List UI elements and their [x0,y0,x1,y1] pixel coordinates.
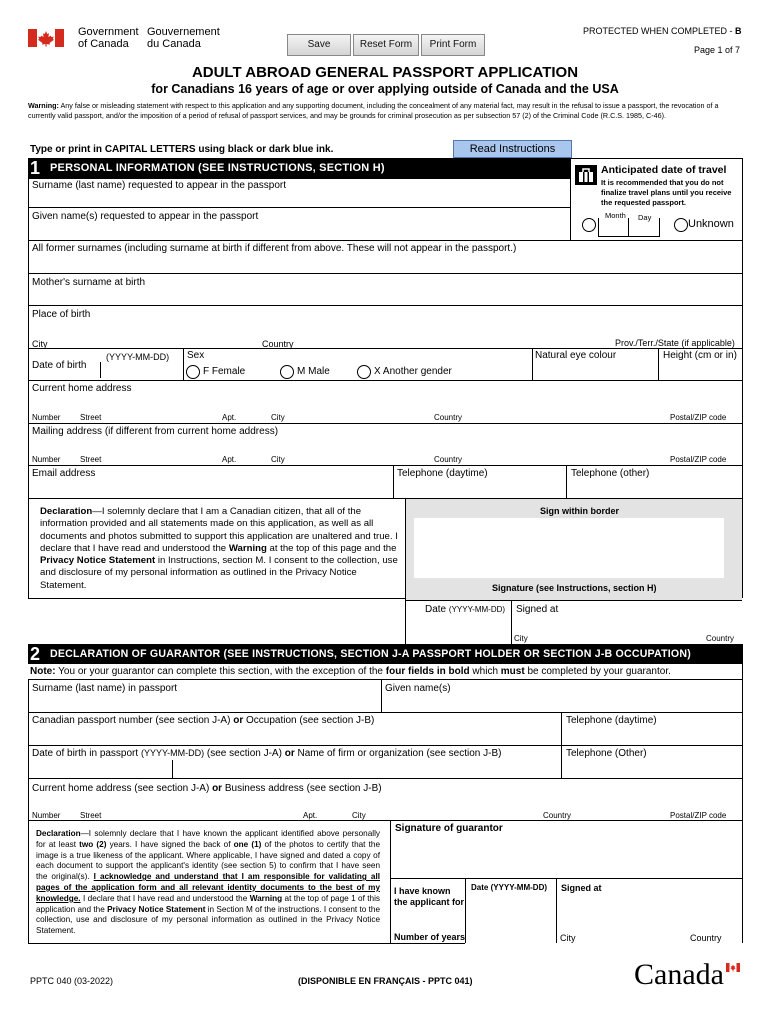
given-names-input[interactable] [30,224,568,238]
luggage-icon [575,165,597,185]
home-street-label: Street [80,413,102,422]
home-number-label: Number [32,413,61,422]
signed-country-label: Country [706,634,735,643]
sign-date-format: (YYYY-MM-DD) [448,605,506,614]
note-must: must [500,666,525,677]
sex-male-label: M Male [297,366,330,377]
mail-number-label: Number [32,455,61,464]
warning-paragraph [28,101,743,121]
g-decl-one: one (1) [233,839,262,849]
canada-wordmark-text: Canada [634,958,724,991]
guarantor-passport-label [32,715,374,726]
reset-form-button[interactable]: Reset Form [353,34,419,56]
signature-label: Signature (see Instructions, section H) [492,583,657,593]
note-text-3: be completed by your guarantor. [524,666,671,677]
number-of-years-label: Number of years [394,932,466,942]
decl-text-1: —I solemnly declare that I am a Canadian citizen, that all of the information provided and all statements made on this application, as well as all documents and photos submitted to support this application are unaltered and true. I declare that I have read and understood the [40,506,398,554]
sex-male-radio[interactable] [280,365,294,379]
surname-input[interactable] [30,192,568,206]
applicant-declaration [40,506,398,592]
g-city-label: City [352,811,366,820]
g-apt-label: Apt. [303,811,318,820]
protected-notice [583,26,742,36]
mother-surname-label: Mother's surname at birth [32,277,146,288]
g-street-label: Street [80,811,102,820]
pob-country-label: Country [262,339,294,349]
signed-at-label: Signed at [516,604,559,615]
gov-en-line1: Government [78,26,139,38]
place-of-birth-input[interactable] [30,322,740,336]
guarantor-signed-country: Country [690,933,722,943]
form-title: ADULT ABROAD GENERAL PASSPORT APPLICATION [191,64,579,81]
g-decl-resp: I acknowledge and understand that I am responsible for validating all pages of the application form and all relevant identity documents to the best of my knowledge. [36,872,380,903]
guarantor-signature-label: Signature of guarantor [395,823,503,834]
known-line1: I have known [394,886,451,896]
guarantor-given-label: Given name(s) [385,683,451,694]
guarantor-given-input[interactable] [384,696,740,710]
dob-fmt: (YYYY-MM-DD) [140,748,205,758]
travel-month-input[interactable] [598,218,629,237]
section-2-header [28,644,743,664]
mailing-address-input[interactable] [30,439,740,453]
decl-label: Declaration [40,506,93,517]
g-decl-6: in Section M of the instructions. I consent to the collection, use and disclosure of my personal information as outlined in the Privacy Notice Statement. [36,904,380,936]
read-instructions-button[interactable]: Read Instructions [453,140,572,158]
canada-flag-icon [28,29,64,47]
gov-fr-line2: du Canada [147,38,201,50]
surname-label: Surname (last name) requested to appear in the passport [32,180,287,191]
save-button[interactable]: Save [287,34,351,56]
telephone-daytime-label: Telephone (daytime) [397,468,488,479]
guarantor-address-input[interactable] [30,796,740,808]
decl-warning: Warning [228,542,267,554]
unknown-label: Unknown [688,218,734,230]
protected-level: B [735,26,742,36]
g-decl-1: —I solemnly declare that I have known the applicant identified above personally for at least [36,829,380,849]
mail-apt-label: Apt. [222,455,237,464]
former-surnames-label: All former surnames (including surname at birth if different from above. These will not appear in the passport.) [32,243,517,254]
addr-b: Business address (see section J-B) [222,783,382,794]
g-decl-warning: Warning [249,893,283,903]
home-apt-label: Apt. [222,413,237,422]
sex-x-label: X Another gender [374,366,452,377]
height-label: Height (cm or in) [663,350,737,361]
email-label: Email address [32,468,96,479]
passport-a: Canadian passport number (see section J-A) [32,715,234,726]
g-decl-5: at the top of page 1 of this application and the [36,893,380,914]
wordmark-flag-icon [726,963,740,972]
g-decl-2: years. I have signed the back of [106,839,234,849]
section-2-title: DECLARATION OF GUARANTOR (SEE INSTRUCTIONS, SECTION J-A PASSPORT HOLDER OR SECTION J-B OCCUPATION) [50,648,691,660]
mail-city-label: City [271,455,285,464]
protected-text: PROTECTED WHEN COMPLETED - [583,26,736,36]
travel-note: It is recommended that you do not finalize travel plans until you receive the requested passport. [601,178,732,207]
given-names-label: Given name(s) requested to appear in the passport [32,211,259,222]
gov-en-line2: of Canada [78,38,129,50]
g-number-label: Number [32,811,61,820]
pob-prov-label: Prov./Terr./State (if applicable) [615,338,735,348]
sign-date-text: Date [425,604,447,615]
home-address-label: Current home address [32,383,132,394]
day-label: Day [638,213,652,222]
dob-c: Name of firm or organization (see section J-B) [294,748,502,759]
pob-city-label: City [32,339,48,349]
dob-label: Date of birth [32,360,87,371]
home-country-label: Country [434,413,463,422]
guarantor-signed-at-label: Signed at [561,883,602,893]
section-2-note [30,666,671,677]
decl-text-2: at the top of this page and the [266,542,397,554]
guarantor-signed-city: City [560,933,576,943]
guarantor-address-label [32,783,382,794]
sex-female-label: F Female [203,366,246,377]
addr-a: Current home address (see section J-A) [32,783,213,794]
g-decl-3: of the photos to certify that the image is a true likeness of the applicant. Where applicable, I have signed and dated a copy of each document to support the applicant's identity (see section 5) to confirm that I have seen the original(s). [36,839,380,882]
passport-b: Occupation (see section J-B) [243,715,375,726]
dob-b: (see section J-A) [204,748,285,759]
telephone-other-label: Telephone (other) [571,468,650,479]
guarantor-passport-input[interactable] [30,728,558,743]
g-postal-label: Postal/ZIP code [670,811,727,820]
french-version-note: (DISPONIBLE EN FRANÇAIS - PPTC 041) [298,976,473,986]
guarantor-dob-label [32,748,501,759]
print-form-button[interactable]: Print Form [421,34,485,56]
guarantor-surname-label: Surname (last name) in passport [32,683,178,694]
mailing-address-label: Mailing address (if different from current home address) [32,426,279,437]
travel-unknown-radio[interactable] [674,218,688,232]
section-1-header [28,158,570,178]
sign-date-label [425,604,505,615]
known-line2: the applicant for [394,897,465,907]
dob-or: or [284,748,295,759]
mail-country-label: Country [434,455,463,464]
note-label: Note: [30,666,56,677]
dob-input[interactable] [100,362,181,378]
mother-surname-input[interactable] [30,289,740,304]
eye-colour-label: Natural eye colour [535,350,617,361]
page-number: Page 1 of 7 [694,45,741,55]
passport-or: or [233,715,244,726]
place-of-birth-label: Place of birth [32,309,91,320]
sign-within-label: Sign within border [540,506,619,516]
decl-text-3: in Instructions, section M. I consent to the collection, use and disclosure of my personal information as outlined in the Privacy Notice Statement. [40,555,398,591]
sex-female-radio[interactable] [186,365,200,379]
travel-date-title: Anticipated date of travel [601,164,727,176]
mail-street-label: Street [80,455,102,464]
signature-box[interactable] [414,518,724,578]
warning-label: Warning: [28,101,59,110]
form-subtitle: for Canadians 16 years of age or over applying outside of Canada and the USA [151,82,619,96]
signed-city-label: City [514,634,528,643]
type-print-instruction: Type or print in CAPITAL LETTERS using black or dark blue ink. [30,144,334,155]
home-address-input[interactable] [30,396,740,410]
addr-or: or [212,783,223,794]
g-decl-4: I declare that I have read and understood the [80,893,250,903]
gov-fr-line1: Gouvernement [147,26,220,38]
travel-date-radio[interactable] [582,218,596,232]
g-decl-label: Declaration [36,829,81,838]
home-postal-label: Postal/ZIP code [670,413,727,422]
month-label: Month [605,211,626,220]
dob-format: (YYYY-MM-DD) [106,352,170,362]
former-surnames-input[interactable] [30,256,740,271]
sex-x-radio[interactable] [357,365,371,379]
guarantor-surname-input[interactable] [30,696,378,710]
note-text-1: You or your guarantor can complete this section, with the exception of the [55,666,386,677]
g-country-label: Country [543,811,572,820]
note-bold: four fields in bold [385,666,470,677]
guarantor-signature-box[interactable] [392,836,740,876]
g-decl-privacy: Privacy Notice Statement [107,904,206,914]
section-1-title: PERSONAL INFORMATION (SEE INSTRUCTIONS, SECTION H) [50,162,385,174]
travel-day-input[interactable] [628,218,660,237]
section-1-number: 1 [30,158,41,178]
g-decl-two: two (2) [79,839,107,849]
home-city-label: City [271,413,285,422]
guarantor-tel-day-label: Telephone (daytime) [566,715,657,726]
section-2-number: 2 [30,644,41,664]
decl-privacy: Privacy Notice Statement [40,555,156,567]
guarantor-declaration [36,829,380,937]
warning-text: Any false or misleading statement with respect to this application and any supporting document, including the concealment of any material fact, may result in the refusal to issue a passport, the revocation of a currently valid passport, and/or the imposition of a period of refusal of passport services, and may be grounds for criminal prosecution as per subsection 57 (2) of the Criminal Code (R.C.S. 1985, C-46). [28,101,719,120]
dob-a: Date of birth in passport [32,748,141,759]
sex-label: Sex [187,350,205,361]
mail-postal-label: Postal/ZIP code [670,455,727,464]
guarantor-date-label: Date (YYYY-MM-DD) [471,883,548,892]
note-text-2: which [469,666,501,677]
form-code: PPTC 040 (03-2022) [30,976,114,986]
guarantor-tel-other-label: Telephone (Other) [566,748,647,759]
